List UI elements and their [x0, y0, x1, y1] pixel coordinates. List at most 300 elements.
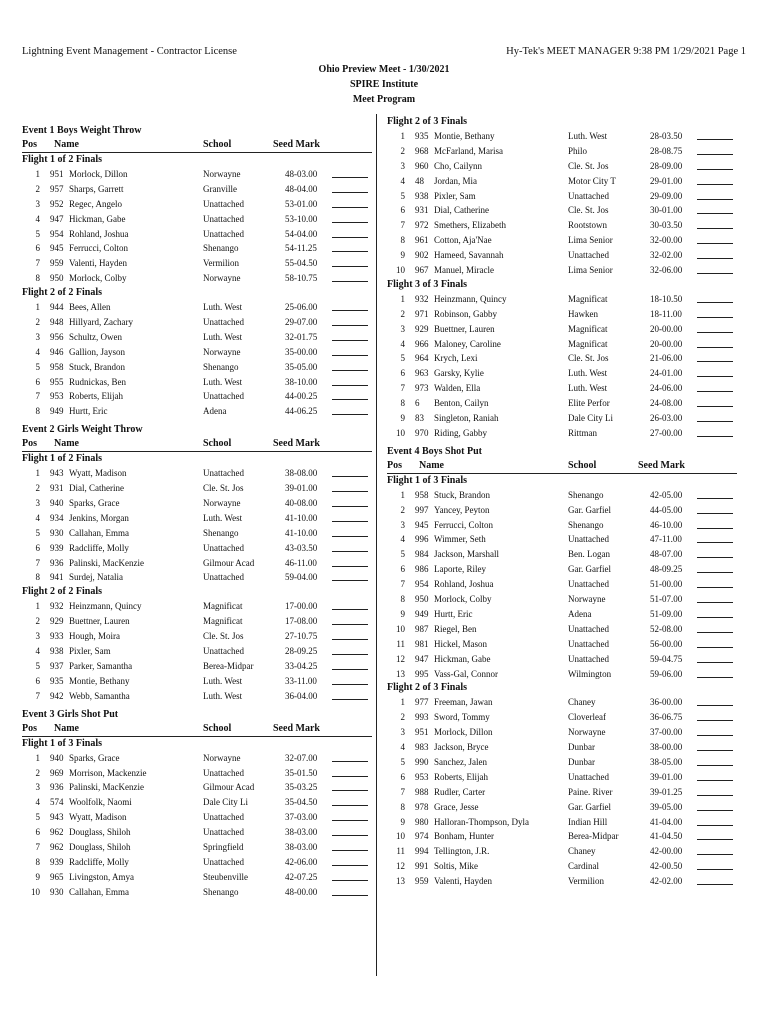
entry-position: 6	[400, 368, 405, 379]
athlete-name: Grace, Jesse	[434, 801, 479, 812]
school-name: Shenango	[203, 361, 239, 372]
seed-mark: 33-04.25	[285, 660, 318, 671]
entry-row	[22, 629, 372, 644]
entry-bib-number: 983	[415, 742, 429, 753]
result-blank-line	[332, 192, 368, 193]
entry-row	[22, 182, 372, 197]
entry-bib-number: 958	[415, 489, 429, 500]
seed-mark: 51-07.00	[650, 594, 683, 605]
school-name: Cle. St. Jos	[203, 631, 244, 642]
entry-position: 3	[35, 631, 40, 642]
entry-position: 5	[35, 660, 40, 671]
athlete-name: Palinski, MacKenzie	[69, 782, 144, 793]
result-blank-line	[697, 557, 733, 558]
entry-row	[22, 330, 372, 345]
entry-row	[387, 503, 737, 518]
entry-position: 4	[35, 512, 40, 523]
column-header	[22, 437, 372, 452]
result-blank-line	[697, 317, 733, 318]
heat-entries	[22, 300, 372, 419]
entry-position: 8	[400, 398, 405, 409]
result-blank-line	[332, 865, 368, 866]
entry-row	[22, 526, 372, 541]
event-title: Event 4 Boys Shot Put	[387, 445, 483, 457]
entry-bib-number: 952	[50, 198, 64, 209]
result-blank-line	[332, 850, 368, 851]
name-header: Name	[54, 438, 79, 450]
entry-row	[22, 481, 372, 496]
entry-position: 5	[400, 756, 405, 767]
result-blank-line	[332, 805, 368, 806]
entry-row	[22, 345, 372, 360]
result-blank-line	[697, 884, 733, 885]
entry-row	[387, 426, 737, 441]
seed-mark: 48-07.00	[650, 549, 683, 560]
seed-mark: 29-09.00	[650, 190, 683, 201]
result-blank-line	[332, 551, 368, 552]
school-name: Chaney	[568, 697, 596, 708]
entry-position: 3	[35, 782, 40, 793]
athlete-name: Rohland, Joshua	[434, 579, 494, 590]
entry-bib-number: 929	[50, 616, 64, 627]
entry-bib-number: 932	[415, 293, 429, 304]
entry-bib-number: 997	[415, 504, 429, 515]
athlete-name: Callahan, Emma	[69, 527, 129, 538]
result-blank-line	[332, 669, 368, 670]
athlete-name: Jenkins, Morgan	[69, 512, 129, 523]
entry-row	[387, 652, 737, 667]
entry-row	[22, 375, 372, 390]
athlete-name: Roberts, Elijah	[434, 771, 488, 782]
entry-position: 9	[400, 816, 405, 827]
entry-bib-number: 943	[50, 468, 64, 479]
school-name: Magnificat	[568, 338, 608, 349]
entry-row	[22, 689, 372, 704]
pos-header: Pos	[387, 459, 402, 471]
entry-row	[22, 614, 372, 629]
school-name: Rittman	[568, 427, 597, 438]
entry-position: 4	[35, 346, 40, 357]
entry-position: 2	[400, 504, 405, 515]
entry-row	[22, 300, 372, 315]
entry-row	[387, 667, 737, 682]
event-title: Event 2 Girls Weight Throw	[22, 424, 143, 436]
entry-bib-number: 936	[50, 782, 64, 793]
entry-bib-number: 939	[50, 856, 64, 867]
entry-row	[387, 562, 737, 577]
school-name: Unattached	[568, 250, 609, 261]
school-name: Ben. Logan	[568, 549, 610, 560]
entry-bib-number: 940	[50, 752, 64, 763]
entry-position: 3	[400, 160, 405, 171]
entry-bib-number: 955	[50, 376, 64, 387]
seed-mark: 35-00.00	[285, 346, 318, 357]
school-name: Springfield	[203, 841, 244, 852]
flight-title: Flight 3 of 3 Finals	[387, 278, 468, 290]
athlete-name: Rudler, Carter	[434, 786, 486, 797]
entry-bib-number: 938	[50, 646, 64, 657]
school-name: Norwayne	[568, 727, 606, 738]
entry-position: 7	[400, 220, 405, 231]
athlete-name: Schultz, Owen	[69, 331, 122, 342]
result-blank-line	[332, 340, 368, 341]
athlete-name: Douglass, Shiloh	[69, 841, 131, 852]
entry-bib-number: 996	[415, 534, 429, 545]
entry-position: 1	[35, 752, 40, 763]
entry-position: 7	[400, 383, 405, 394]
athlete-name: Webb, Samantha	[69, 690, 130, 701]
entry-row	[387, 292, 737, 307]
entry-position: 4	[35, 213, 40, 224]
result-blank-line	[697, 347, 733, 348]
entry-row	[22, 241, 372, 256]
entry-bib-number: 929	[415, 323, 429, 334]
seed-mark: 35-03.25	[285, 782, 318, 793]
result-blank-line	[332, 310, 368, 311]
athlete-name: Heinzmann, Quincy	[434, 293, 507, 304]
entry-position: 7	[400, 579, 405, 590]
entry-position: 8	[400, 594, 405, 605]
entry-bib-number: 954	[415, 579, 429, 590]
entry-position: 1	[400, 131, 405, 141]
entry-position: 7	[35, 258, 40, 269]
seed-mark: 41-10.00	[285, 512, 318, 523]
result-blank-line	[332, 639, 368, 640]
entry-position: 3	[400, 727, 405, 738]
result-blank-line	[332, 609, 368, 610]
seed-mark: 36-06.75	[650, 712, 683, 723]
school-name: Lima Senior	[568, 235, 613, 246]
seed-mark: 52-08.00	[650, 623, 683, 634]
entry-bib-number: 936	[50, 557, 64, 568]
entry-row	[387, 411, 737, 426]
event-title: Event 1 Boys Weight Throw	[22, 125, 142, 136]
entry-bib-number: 48	[415, 175, 424, 186]
school-name: Dunbar	[568, 742, 595, 753]
result-blank-line	[697, 302, 733, 303]
entry-position: 6	[400, 564, 405, 575]
athlete-name: Hough, Moira	[69, 631, 120, 642]
athlete-name: Hurtt, Eric	[434, 608, 473, 619]
school-name: Unattached	[203, 767, 244, 778]
entry-bib-number: 902	[415, 250, 429, 261]
result-blank-line	[697, 498, 733, 499]
seed-mark: 39-01.00	[285, 483, 318, 494]
school-name: Adena	[203, 406, 227, 417]
result-blank-line	[697, 184, 733, 185]
entry-bib-number: 972	[415, 220, 429, 231]
entry-position: 5	[400, 190, 405, 201]
result-blank-line	[697, 839, 733, 840]
seed-mark: 38-10.00	[285, 376, 318, 387]
entry-row	[22, 870, 372, 885]
entry-bib-number: 944	[50, 302, 64, 313]
athlete-name: Sparks, Grace	[69, 498, 120, 509]
flight-title: Flight 1 of 2 Finals	[22, 154, 103, 165]
school-name: Unattached	[568, 638, 609, 649]
athlete-name: Soltis, Mike	[434, 861, 479, 872]
pos-header: Pos	[22, 438, 37, 450]
result-blank-line	[697, 421, 733, 422]
result-blank-line	[332, 476, 368, 477]
athlete-name: Robinson, Gabby	[434, 308, 497, 319]
athlete-name: Benton, Cailyn	[434, 398, 489, 409]
entry-position: 2	[400, 308, 405, 319]
athlete-name: Heinzmann, Quincy	[69, 601, 142, 612]
result-blank-line	[332, 355, 368, 356]
result-blank-line	[332, 237, 368, 238]
entry-row	[22, 795, 372, 810]
result-blank-line	[697, 632, 733, 633]
school-name: Gilmour Acad	[203, 782, 255, 793]
school-header: School	[203, 438, 232, 450]
school-name: Luth. West	[568, 131, 608, 141]
heat-entries	[22, 466, 372, 585]
seed-mark: 40-08.00	[285, 498, 318, 509]
entry-row	[22, 315, 372, 330]
seed-mark: 17-00.00	[285, 601, 318, 612]
entry-bib-number: 957	[50, 183, 64, 194]
seed-mark: 38-00.00	[650, 742, 683, 753]
school-name: Luth. West	[203, 675, 243, 686]
result-blank-line	[332, 880, 368, 881]
entry-row	[22, 644, 372, 659]
entry-bib-number: 970	[415, 427, 429, 438]
seed-mark: 25-06.00	[285, 302, 318, 313]
entry-position: 12	[396, 653, 405, 664]
entry-bib-number: 963	[415, 368, 429, 379]
result-blank-line	[697, 542, 733, 543]
result-blank-line	[332, 790, 368, 791]
entry-position: 8	[400, 235, 405, 246]
entry-row	[22, 212, 372, 227]
result-blank-line	[332, 761, 368, 762]
athlete-name: Sparks, Grace	[69, 752, 120, 763]
athlete-name: Sharps, Garrett	[69, 183, 124, 194]
entry-bib-number: 942	[50, 690, 64, 701]
school-name: Dale City Li	[203, 797, 248, 808]
entry-position: 1	[35, 468, 40, 479]
entry-bib-number: 965	[50, 871, 64, 882]
athlete-name: Douglass, Shiloh	[69, 827, 131, 838]
seed-mark: 35-04.50	[285, 797, 318, 808]
entry-row	[22, 556, 372, 571]
result-blank-line	[697, 869, 733, 870]
entry-bib-number: 939	[50, 542, 64, 553]
school-name: Unattached	[203, 228, 244, 239]
athlete-name: Montie, Bethany	[69, 675, 130, 686]
school-name: Motor City T	[568, 175, 616, 186]
seed-mark: 27-00.00	[650, 427, 683, 438]
result-blank-line	[332, 399, 368, 400]
entry-bib-number: 954	[50, 228, 64, 239]
school-header: School	[203, 722, 232, 734]
seed-mark: 58-10.75	[285, 273, 318, 284]
flight-title: Flight 1 of 2 Finals	[22, 453, 103, 465]
result-blank-line	[332, 266, 368, 267]
entry-row	[387, 844, 737, 859]
athlete-name: Morlock, Colby	[69, 273, 127, 284]
entry-position: 11	[396, 638, 405, 649]
entry-bib-number: 964	[415, 353, 429, 364]
entry-row	[387, 577, 737, 592]
school-name: Adena	[568, 608, 592, 619]
school-name: Cle. St. Jos	[568, 353, 609, 364]
athlete-name: Stuck, Brandon	[69, 361, 125, 372]
athlete-name: Morlock, Colby	[434, 594, 492, 605]
school-name: Indian Hill	[568, 816, 608, 827]
athlete-name: Morlock, Dillon	[434, 727, 493, 738]
entry-bib-number: 947	[50, 213, 64, 224]
entry-bib-number: 966	[415, 338, 429, 349]
result-blank-line	[332, 281, 368, 282]
entry-bib-number: 962	[50, 827, 64, 838]
entry-row	[22, 840, 372, 855]
athlete-name: Smethers, Elizabeth	[434, 220, 506, 231]
seed-mark: 48-03.00	[285, 169, 318, 179]
result-blank-line	[332, 895, 368, 896]
result-blank-line	[332, 506, 368, 507]
entry-row	[387, 337, 737, 352]
entry-position: 10	[396, 427, 405, 438]
seed-mark: 28-08.75	[650, 145, 683, 156]
heat-entries	[22, 751, 372, 900]
seed-mark: 33-11.00	[285, 675, 317, 686]
seed-mark: 38-05.00	[650, 756, 683, 767]
entry-position: 8	[35, 273, 40, 284]
seed-mark: 20-00.00	[650, 338, 683, 349]
school-name: Shenango	[568, 519, 604, 530]
result-blank-line	[332, 251, 368, 252]
entry-bib-number: 994	[415, 846, 429, 857]
seed-mark: 54-04.00	[285, 228, 318, 239]
school-name: Unattached	[568, 190, 609, 201]
entry-position: 8	[35, 856, 40, 867]
entry-position: 6	[35, 243, 40, 254]
entry-row	[387, 351, 737, 366]
entry-row	[22, 766, 372, 781]
entry-position: 4	[400, 742, 405, 753]
entry-position: 10	[396, 265, 405, 276]
seed-mark: 44-05.00	[650, 504, 683, 515]
column-divider	[376, 114, 377, 976]
school-name: Unattached	[568, 771, 609, 782]
entry-bib-number: 967	[415, 265, 429, 276]
athlete-name: Sanchez, Jalen	[434, 756, 487, 767]
entry-bib-number: 938	[415, 190, 429, 201]
result-blank-line	[332, 566, 368, 567]
seed-mark: 32-06.00	[650, 265, 683, 276]
entry-bib-number: 973	[415, 383, 429, 394]
entry-row	[387, 800, 737, 815]
school-name: Magnificat	[568, 323, 608, 334]
school-name: Unattached	[203, 213, 244, 224]
pos-header: Pos	[22, 722, 37, 734]
column-header	[387, 459, 737, 474]
athlete-name: Dial, Catherine	[69, 483, 124, 494]
event-title: Event 3 Girls Shot Put	[22, 708, 119, 720]
entry-bib-number: 981	[415, 638, 429, 649]
athlete-name: Stuck, Brandon	[434, 489, 490, 500]
entry-row	[387, 532, 737, 547]
flight-title: Flight 2 of 3 Finals	[387, 116, 468, 127]
seed-mark: 20-00.00	[650, 323, 683, 334]
athlete-name: Hillyard, Zachary	[69, 317, 133, 328]
seed-mark: 48-04.00	[285, 183, 318, 194]
entry-position: 1	[35, 601, 40, 612]
seed-mark: 42-06.00	[285, 856, 318, 867]
seed-mark: 42-00.50	[650, 861, 683, 872]
entry-bib-number: 935	[415, 131, 429, 141]
entry-position: 9	[400, 250, 405, 261]
seed-mark: 44-00.25	[285, 391, 318, 402]
athlete-name: Buettner, Lauren	[69, 616, 130, 627]
athlete-name: Krych, Lexi	[434, 353, 478, 364]
seed-header: Seed Mark	[273, 438, 320, 450]
entry-bib-number: 949	[415, 608, 429, 619]
result-blank-line	[697, 528, 733, 529]
heat-entries	[387, 129, 737, 278]
seed-mark: 48-09.25	[650, 564, 683, 575]
athlete-name: Wimmer, Seth	[434, 534, 486, 545]
school-name: Unattached	[203, 542, 244, 553]
entry-row	[387, 488, 737, 503]
seed-mark: 41-04.00	[650, 816, 683, 827]
athlete-name: Valenti, Hayden	[69, 258, 127, 269]
seed-mark: 39-05.00	[650, 801, 683, 812]
result-blank-line	[697, 199, 733, 200]
result-blank-line	[697, 273, 733, 274]
entry-row	[22, 404, 372, 419]
school-name: Unattached	[568, 653, 609, 664]
entry-bib-number: 987	[415, 623, 429, 634]
school-name: Norwayne	[568, 594, 606, 605]
athlete-name: Rudnickas, Ben	[69, 376, 126, 387]
result-blank-line	[332, 414, 368, 415]
school-name: Luth. West	[568, 368, 608, 379]
seed-mark: 28-09.00	[650, 160, 683, 171]
entry-bib-number: 984	[415, 549, 429, 560]
heat-entries	[22, 599, 372, 703]
entry-position: 4	[400, 338, 405, 349]
entry-bib-number: 937	[50, 660, 64, 671]
header-left-text: Lightning Event Management - Contractor License	[22, 46, 237, 57]
school-name: Norwayne	[203, 273, 241, 284]
school-name: Unattached	[203, 646, 244, 657]
entry-position: 2	[400, 145, 405, 156]
entry-row	[22, 389, 372, 404]
entry-bib-number: 953	[50, 391, 64, 402]
result-blank-line	[697, 376, 733, 377]
entry-bib-number: 991	[415, 861, 429, 872]
entry-bib-number: 956	[50, 331, 64, 342]
school-name: Luth. West	[203, 331, 243, 342]
athlete-name: Cotton, Aja'Nae	[434, 235, 492, 246]
seed-mark: 42-00.00	[650, 846, 683, 857]
seed-mark: 30-01.00	[650, 205, 683, 216]
entry-position: 3	[400, 519, 405, 530]
entry-bib-number: 971	[415, 308, 429, 319]
entry-bib-number: 974	[415, 831, 429, 842]
athlete-name: Ferrucci, Colton	[69, 243, 128, 254]
seed-mark: 39-01.00	[650, 771, 683, 782]
seed-mark: 46-11.00	[285, 557, 317, 568]
seed-mark: 59-04.75	[650, 653, 683, 664]
school-name: Magnificat	[568, 293, 608, 304]
entry-bib-number: 945	[50, 243, 64, 254]
entry-bib-number: 978	[415, 801, 429, 812]
entry-row	[387, 755, 737, 770]
